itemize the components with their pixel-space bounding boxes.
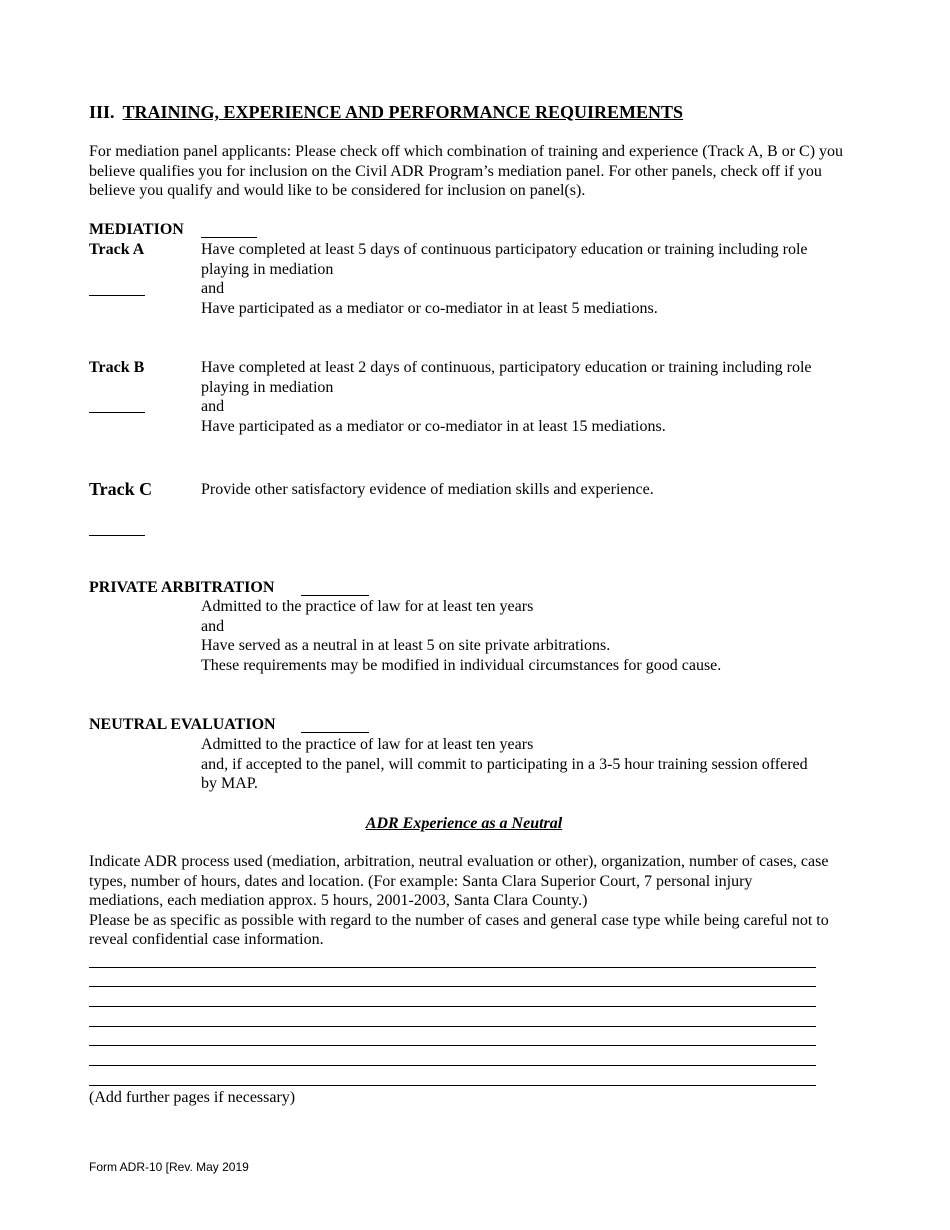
intro-paragraph: For mediation panel applicants: Please check off which combination of training and experience (Track A, B or C) you believe qualifies you for inclusion on the Civil ADR Program’s mediation panel. For other panels, check off if you believe you qualify and would like to be considered for inclusion on panel(s). — [89, 143, 844, 199]
track-a-line2: Have participated as a mediator or co-mediator in at least 5 mediations. — [201, 299, 658, 317]
write-line[interactable] — [89, 1026, 816, 1027]
track-c-text: Provide other satisfactory evidence of mediation skills and experience. — [201, 481, 654, 498]
adr-experience-title: ADR Experience as a Neutral — [365, 815, 563, 832]
track-b-checkoff-blank[interactable] — [89, 412, 145, 413]
section-heading — [89, 101, 683, 123]
track-a-and: and — [201, 280, 225, 297]
track-c-label: Track C — [89, 479, 153, 499]
neutral-evaluation-text — [201, 735, 811, 794]
neutral-evaluation-checkoff-blank[interactable] — [301, 732, 369, 733]
private-arbitration-and: and — [201, 617, 225, 635]
section-title: TRAINING, EXPERIENCE AND PERFORMANCE REQUIREMENTS — [122, 102, 684, 122]
write-line[interactable] — [89, 1006, 816, 1007]
private-arbitration-line3: These requirements may be modified in individual circumstances for good cause. — [201, 656, 722, 674]
neutral-evaluation-line1: Admitted to the practice of law for at least ten years — [201, 736, 534, 753]
private-arbitration-line2: Have served as a neutral in at least 5 on site private arbitrations. — [201, 637, 611, 654]
adr-instructions-1: Indicate ADR process used (mediation, arbitration, neutral evaluation or other), organization, number of cases, case types, number of hours, dates and location. (For example: Santa Clara Superior Court, 7 personal injury mediations, each mediation approx. 5 hours, 2001-2003, Santa Clara County.) — [89, 853, 829, 909]
write-line[interactable] — [89, 1085, 816, 1086]
track-b-line1: Have completed at least 2 days of continuous, participatory education or training including role playing in mediation — [201, 359, 812, 396]
track-c-checkoff-blank[interactable] — [89, 535, 145, 536]
add-pages-note: (Add further pages if necessary) — [89, 1089, 296, 1106]
track-b-line2: Have participated as a mediator or co-mediator in at least 15 mediations. — [201, 417, 666, 435]
adr-instructions — [89, 852, 829, 950]
write-line[interactable] — [89, 986, 816, 987]
track-a-checkoff-blank[interactable] — [89, 295, 145, 296]
write-line[interactable] — [89, 1045, 816, 1046]
write-line[interactable] — [89, 967, 816, 968]
adr-instructions-2: Please be as specific as possible with regard to the number of cases and general case type while being careful not to reveal confidential case information. — [89, 911, 829, 948]
mediation-label: MEDIATION — [89, 221, 184, 238]
track-a-text — [201, 240, 841, 318]
track-a-line1: Have completed at least 5 days of continuous participatory education or training including role playing in mediation — [201, 241, 808, 278]
mediation-checkoff-blank[interactable] — [201, 237, 257, 238]
form-footer: Form ADR-10 [Rev. May 2019 — [89, 1160, 249, 1174]
neutral-evaluation-label: NEUTRAL EVALUATION — [89, 716, 276, 733]
write-line[interactable] — [89, 1065, 816, 1066]
track-b-label: Track B — [89, 359, 145, 376]
track-b-and: and — [201, 398, 225, 415]
private-arbitration-checkoff-blank[interactable] — [301, 595, 369, 596]
private-arbitration-line1: Admitted to the practice of law for at least ten years — [201, 598, 534, 615]
neutral-evaluation-line2: and, if accepted to the panel, will commit to participating in a 3-5 hour training session offered by MAP. — [201, 755, 808, 792]
private-arbitration-label: PRIVATE ARBITRATION — [89, 579, 275, 596]
track-b-text — [201, 358, 841, 436]
section-number: III. — [89, 102, 115, 122]
track-a-label: Track A — [89, 241, 145, 258]
private-arbitration-text — [201, 597, 841, 675]
